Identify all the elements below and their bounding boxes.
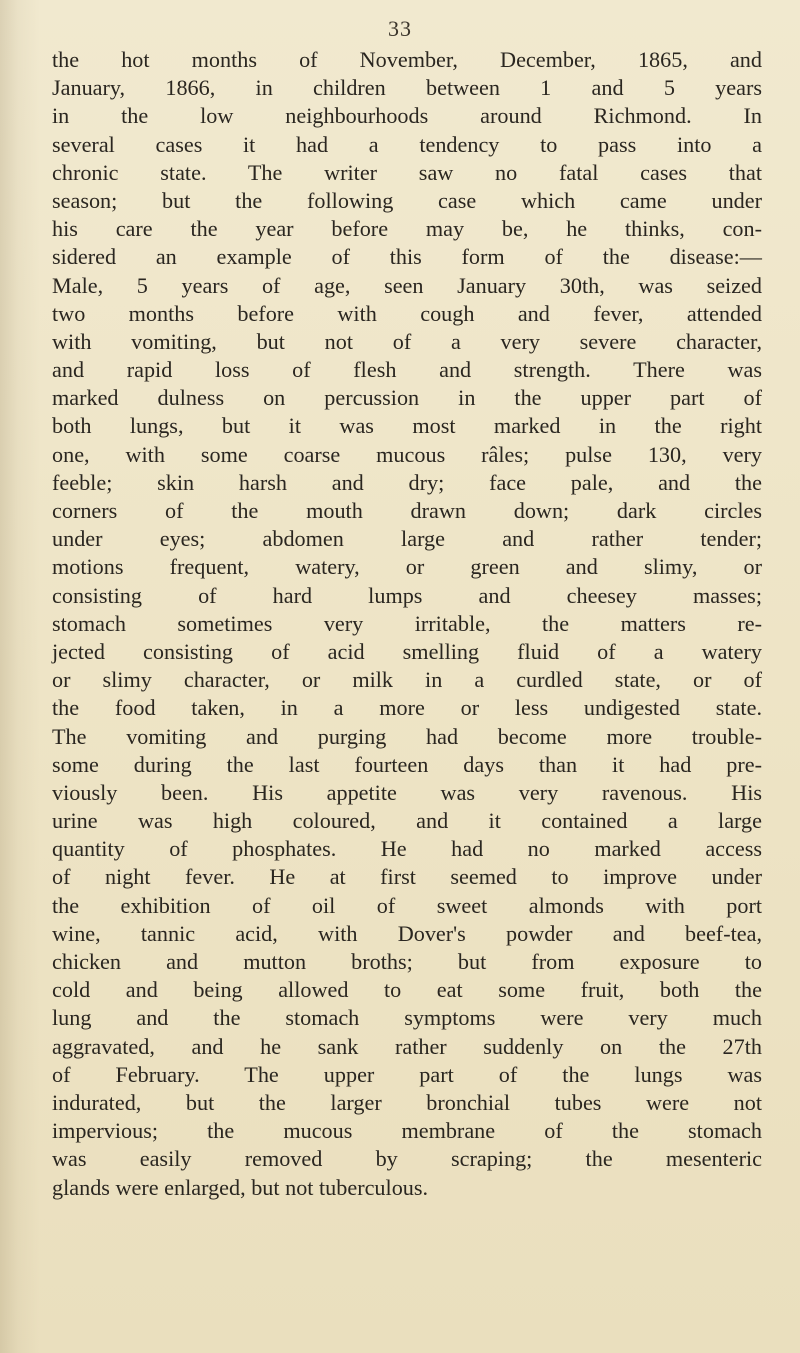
text-line: corners of the mouth drawn down; dark circles [52,498,762,523]
text-line: stomach sometimes very irritable, the matters re- [52,610,762,636]
text-line: urine was high coloured, and it contained a large [52,808,762,834]
text-line: in the low neighbourhoods around Richmond. In [52,103,762,129]
text-line: quantity of phosphates. He had no marked access [52,836,762,862]
text-line: was easily removed by scraping; the mesenteric [52,1146,762,1172]
text-line: feeble; skin harsh and dry; face pale, and the [52,469,762,495]
text-line: chronic state. The writer saw no fatal cases that [52,159,762,185]
text-line: viously been. His appetite was very ravenous. His [52,779,762,805]
text-line: jected consisting of acid smelling fluid of a watery [52,638,762,664]
text-line: marked dulness on percussion in the upper part of [52,385,762,411]
text-line: wine, tannic acid, with Dover's powder and beef-tea, [52,920,762,946]
text-line: under eyes; abdomen large and rather tender; [52,526,762,552]
text-line: both lungs, but it was most marked in the right [52,413,762,439]
text-line: The vomiting and purging had become more trouble- [52,723,762,749]
text-line: cold and being allowed to eat some fruit, both the [52,977,762,1003]
text-line: aggravated, and he sank rather suddenly on the 27th [52,1033,762,1059]
text-line: some during the last fourteen days than it had pre- [52,751,762,777]
text-line: the hot months of November, December, 1865, and [52,47,762,72]
text-line: sidered an example of this form of the disease:— [52,244,762,270]
text-line: January, 1866, in children between 1 and 5 years [52,75,762,101]
text-line: impervious; the mucous membrane of the stomach [52,1118,762,1144]
text-line: two months before with cough and fever, attended [52,300,762,326]
text-line: motions frequent, watery, or green and slimy, or [52,554,762,580]
text-line: indurated, but the larger bronchial tubes were not [52,1089,762,1115]
page-number: 33 [388,16,412,41]
text-line: chicken and mutton broths; but from exposure to [52,949,762,974]
text-line: Male, 5 years of age, seen January 30th, was seized [52,272,762,298]
text-line: consisting of hard lumps and cheesey masses; [52,582,762,608]
text-line: the food taken, in a more or less undigested state. [52,695,762,721]
text-line: of night fever. He at first seemed to improve under [52,864,762,890]
text-line: season; but the following case which came under [52,187,762,213]
text-line: with vomiting, but not of a very severe character, [52,328,762,354]
text-line: or slimy character, or milk in a curdled state, or of [52,667,762,693]
text-line: his care the year before may be, he thinks, con- [52,216,762,242]
text-line: one, with some coarse mucous râles; pulse 130, very [52,441,762,467]
text-line: the exhibition of oil of sweet almonds with port [52,892,762,918]
text-line: several cases it had a tendency to pass into a [52,131,762,157]
text-line: lung and the stomach symptoms were very much [52,1005,762,1031]
text-line: and rapid loss of flesh and strength. There was [52,357,762,383]
text-line: of February. The upper part of the lungs was [52,1061,762,1087]
body-paragraph [52,46,762,1202]
text-line: glands were enlarged, but not tuberculous. [52,1174,429,1200]
